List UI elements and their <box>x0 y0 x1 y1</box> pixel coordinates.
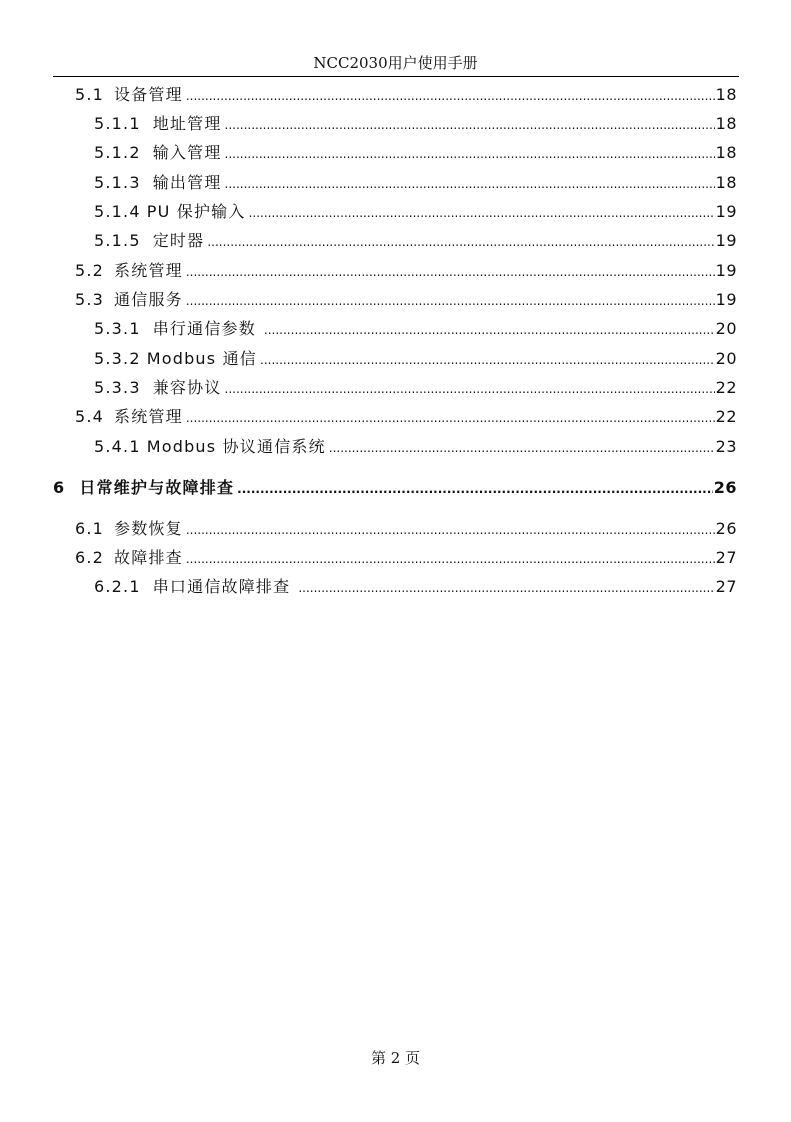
toc-entry-title: 通信服务 <box>114 290 183 309</box>
toc-entry-number: 5.1.5 <box>94 231 141 250</box>
toc-entry[interactable] <box>94 348 737 371</box>
toc-entry-title: 输入管理 <box>152 143 222 162</box>
toc-entry-title: 日常维护与故障排查 <box>79 478 235 497</box>
toc-entry[interactable] <box>75 547 737 570</box>
toc-leader-dots <box>260 349 715 371</box>
toc-entry-page: 19 <box>715 290 737 309</box>
toc-leader-dots <box>225 114 715 136</box>
toc-entry-page: 27 <box>715 577 737 596</box>
toc-entry-page: 18 <box>715 173 737 192</box>
toc-entry[interactable] <box>94 142 737 165</box>
toc-entry-page: 27 <box>715 548 737 567</box>
toc-leader-dots <box>264 319 715 341</box>
toc-entry-title: 参数恢复 <box>114 519 183 538</box>
toc-entry-page: 22 <box>715 378 737 397</box>
toc-entry-page: 26 <box>715 519 737 538</box>
toc-entry-number: 5.4.1 <box>94 437 141 456</box>
toc-entry-page: 22 <box>715 407 737 426</box>
toc-leader-dots <box>329 437 715 459</box>
toc-entry-chapter[interactable] <box>53 477 737 500</box>
toc-entry-page: 18 <box>715 143 737 162</box>
toc-entry-title: 兼容协议 <box>152 378 222 397</box>
toc-entry-title: 系统管理 <box>114 261 183 280</box>
toc-entry-page: 20 <box>715 319 737 338</box>
toc-entry-title: 地址管理 <box>152 114 222 133</box>
toc-entry-page: 19 <box>715 231 737 250</box>
toc-entry-title: 设备管理 <box>114 85 183 104</box>
toc-entry-number: 5.1.2 <box>94 143 141 162</box>
toc-entry-number: 6.2 <box>75 548 105 567</box>
toc-entry-title: 系统管理 <box>114 407 183 426</box>
toc-entry[interactable] <box>94 201 737 224</box>
toc-entry-page: 23 <box>715 437 737 456</box>
toc-entry-number: 5.1.3 <box>94 173 141 192</box>
toc-entry-page: 26 <box>713 478 737 497</box>
toc-entry[interactable] <box>75 84 737 107</box>
toc-entry-page: 18 <box>715 114 737 133</box>
toc-leader-dots <box>207 231 714 253</box>
toc-entry[interactable] <box>94 113 737 136</box>
toc-entry-title: 输出管理 <box>152 173 222 192</box>
toc-leader-dots <box>186 85 715 107</box>
page-footer: 第 2 页 <box>370 1049 421 1067</box>
toc-entry-number: 6 <box>53 478 66 497</box>
toc-entry-page: 19 <box>715 202 737 221</box>
toc-entry-title: 串口通信故障排查 <box>152 577 291 596</box>
toc-entry-title: Modbus 通信 <box>146 349 257 368</box>
toc-entry-title: 故障排查 <box>114 548 183 567</box>
toc-entry-number: 6.2.1 <box>94 577 141 596</box>
toc-leader-dots <box>186 407 715 429</box>
toc-entry-number: 5.2 <box>75 261 105 280</box>
toc-entry-number: 5.3 <box>75 290 105 309</box>
toc-entry[interactable] <box>94 576 737 599</box>
toc-entry[interactable] <box>94 436 737 459</box>
toc-entry-page: 18 <box>715 85 737 104</box>
toc-entry-number: 5.1 <box>75 85 105 104</box>
page-header: NCC2030用户使用手册 <box>313 54 478 72</box>
toc-leader-dots <box>249 202 715 224</box>
toc-entry-number: 5.1.1 <box>94 114 141 133</box>
toc-entry[interactable] <box>75 289 737 312</box>
toc-entry-title: 定时器 <box>152 231 205 250</box>
toc-entry[interactable] <box>94 230 737 253</box>
toc-leader-dots <box>225 378 715 400</box>
toc-entry-title: Modbus 协议通信系统 <box>146 437 326 456</box>
toc-entry[interactable] <box>75 406 737 429</box>
toc-leader-dots <box>186 261 715 283</box>
toc-entry-number: 5.4 <box>75 407 105 426</box>
toc-leader-dots <box>186 290 715 312</box>
toc-entry-number: 5.3.1 <box>94 319 141 338</box>
toc-leader-dots <box>298 577 714 599</box>
header-rule <box>53 76 739 77</box>
toc-entry-number: 5.3.2 <box>94 349 141 368</box>
toc-entry[interactable] <box>75 518 737 541</box>
toc-entry-title: PU 保护输入 <box>146 202 246 221</box>
toc-entry-title: 串行通信参数 <box>152 319 256 338</box>
toc-entry[interactable] <box>94 172 737 195</box>
toc-entry-number: 5.3.3 <box>94 378 141 397</box>
toc-entry-number: 6.1 <box>75 519 105 538</box>
toc-entry[interactable] <box>75 260 737 283</box>
toc-entry-number: 5.1.4 <box>94 202 141 221</box>
toc-entry[interactable] <box>94 377 737 400</box>
toc-entry-page: 19 <box>715 261 737 280</box>
toc-leader-dots <box>186 548 715 570</box>
toc-entry[interactable] <box>94 318 737 341</box>
toc-leader-dots <box>186 519 715 541</box>
toc-leader-dots <box>225 143 715 165</box>
toc-entry-page: 20 <box>715 349 737 368</box>
toc-leader-dots <box>225 173 715 195</box>
toc-leader-dots <box>237 478 713 500</box>
